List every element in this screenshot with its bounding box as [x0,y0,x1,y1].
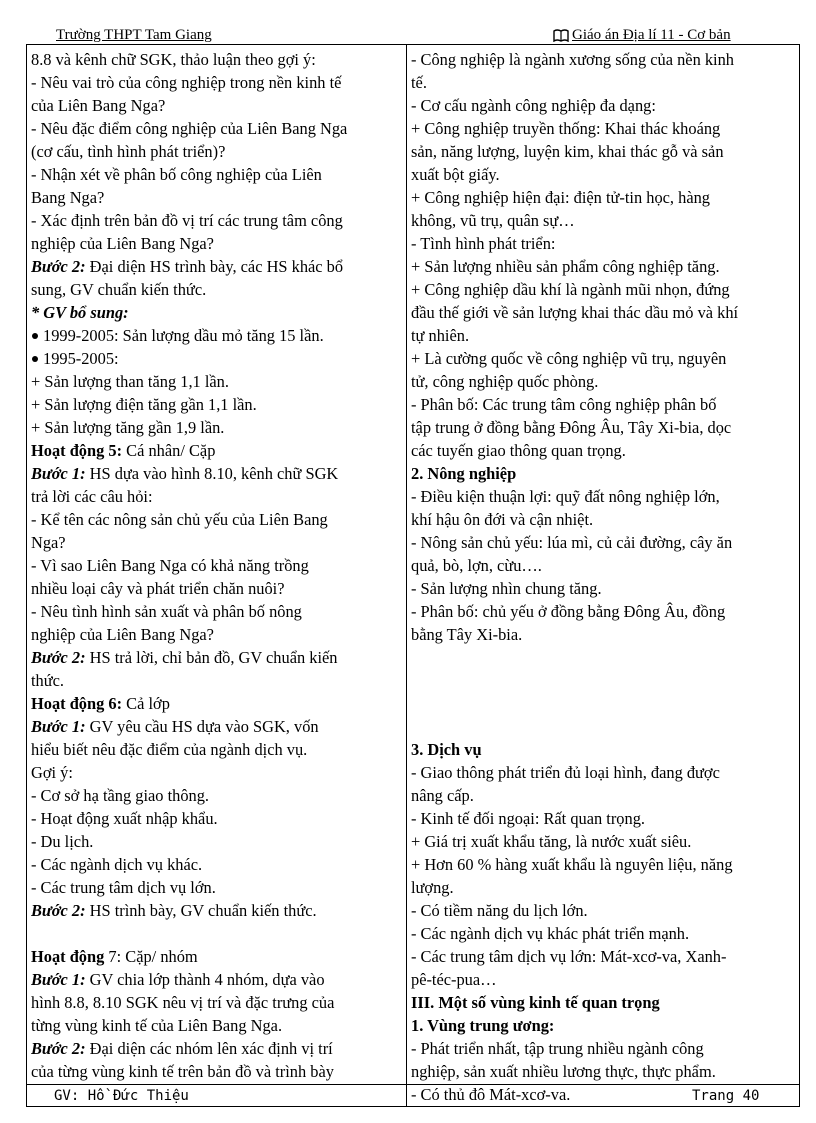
line-text: tập trung ở đồng bằng Đông Âu, Tây Xi-bia, dọc [411,418,732,437]
lesson-table [26,44,800,1107]
right_col-line [411,830,795,853]
line-text: HS trình bày, GV chuẩn kiến thức. [85,901,317,920]
blank-space [411,646,795,692]
right_col-line [411,922,795,945]
right_col-line [411,278,795,301]
line-text: nghiệp của Liên Bang Nga? [31,625,214,644]
footer-page: Trang 40 [692,1088,760,1104]
line-text: - Công nghiệp là ngành xương sống của nền kinh [411,50,735,69]
right_col-line [411,117,795,140]
right_col-line [411,1037,795,1060]
line-text: - Sản lượng nhìn chung tăng. [411,579,602,598]
left_col-line [31,393,402,416]
line-text: của từng vùng kinh tế trên bản đồ và trình bày [31,1062,334,1081]
line-text: + Công nghiệp truyền thống: Khai thác khoáng [411,119,721,138]
left_col-line [31,416,402,439]
right_col-line [411,899,795,922]
left_col-line [31,48,402,71]
left_col-line [31,945,402,968]
right_col-line [411,554,795,577]
line-text: - Phân bố: chủ yếu ở đồng bằng Đông Âu, đồng [411,602,726,621]
left_col-line [31,1060,402,1083]
left_col-line [31,876,402,899]
right_col-line [411,416,795,439]
line-text: HS trả lời, chỉ bản đồ, GV chuẩn kiến [85,648,338,667]
bullet-icon [32,356,38,362]
line-text: - Xác định trên bản đồ vị trí các trung tâm công [31,211,343,230]
right_col-line [411,485,795,508]
line-text: + Công nghiệp hiện đại: điện tử-tin học, hàng [411,188,710,207]
right_col-line [411,163,795,186]
line-text: Bang Nga? [31,188,105,207]
left_col-line [31,94,402,117]
left_col-line [31,232,402,255]
activities-column [27,45,407,1107]
section-heading: III. Một số vùng kinh tế quan trọng [411,993,660,1012]
right_col-line [411,531,795,554]
left_col-line [31,646,402,669]
line-text: + Sản lượng than tăng 1,1 lần. [31,372,229,391]
line-text: Đại diện các nhóm lên xác định vị trí [85,1039,333,1058]
right_col-line [411,301,795,324]
section-heading: Hoạt động [31,947,105,966]
left_col-line [31,531,402,554]
step-label: Bước 1: [31,464,86,483]
bullet-icon [32,333,38,339]
line-text: Gợi ý: [31,763,73,782]
header-subject [553,27,731,44]
line-text: + Công nghiệp dầu khí là ngành mũi nhọn, đứng [411,280,730,299]
book-icon [553,29,569,42]
line-text: - Các trung tâm dịch vụ lớn. [31,878,216,897]
left_col-line [31,163,402,186]
right_col-line [411,140,795,163]
line-text: + Hơn 60 % hàng xuất khẩu là nguyên liệu, năng [411,855,733,874]
line-text: HS dựa vào hình 8.10, kênh chữ SGK [85,464,339,483]
line-text: - Hoạt động xuất nhập khẩu. [31,809,218,828]
left_col-line [31,761,402,784]
line-text: 1995-2005: [43,349,119,368]
line-text: - Nêu tình hình sản xuất và phân bố nông [31,602,302,621]
step-label: Bước 1: [31,717,86,736]
left_col-line [31,347,402,370]
right_col-line [411,462,795,485]
line-text: 1999-2005: Sản lượng dầu mỏ tăng 15 lần. [43,326,324,345]
left_col-line [31,738,402,761]
left_col-line [31,899,402,922]
right_col-line [411,623,795,646]
left_col-line [31,692,402,715]
right_col-line [411,94,795,117]
step-label: Bước 2: [31,648,86,667]
left_col-line [31,324,402,347]
section-heading: Hoạt động 6: [31,694,123,713]
left_col-line [31,991,402,1014]
line-text: - Nhận xét về phân bố công nghiệp của Liên [31,165,322,184]
line-text: - Cơ sở hạ tầng giao thông. [31,786,210,805]
line-text: nâng cấp. [411,786,474,805]
footer-teacher: GV: Hồ Đức Thiệu [54,1088,189,1104]
line-text: GV yêu cầu HS dựa vào SGK, vốn [85,717,319,736]
left_col-line [31,255,402,278]
right_col-line [411,577,795,600]
left_col-line [31,830,402,853]
right_col-line [411,71,795,94]
left_col-line [31,807,402,830]
right_col-line [411,761,795,784]
line-text: sung, GV chuẩn kiến thức. [31,280,207,299]
right_col-line [411,48,795,71]
header-subject-text: Giáo án Địa lí 11 - Cơ bản [572,27,731,43]
line-text: pê-téc-pua… [411,970,497,989]
left_col-line [31,669,402,692]
left_col-line [31,462,402,485]
right_col-line [411,876,795,899]
left_col-line [31,117,402,140]
blank-space [411,692,795,738]
right_col-line [411,324,795,347]
right_col-line [411,991,795,1014]
section-heading: Hoạt động 5: [31,441,123,460]
line-text: + Giá trị xuất khẩu tăng, là nước xuất siêu. [411,832,692,851]
right_col-line [411,186,795,209]
line-text: - Nông sản chủ yếu: lúa mì, củ cải đường, cây ăn [411,533,733,552]
line-text: nghiệp của Liên Bang Nga? [31,234,214,253]
line-text: 7: Cặp/ nhóm [104,947,198,966]
line-text: - Cơ cấu ngành công nghiệp đa dạng: [411,96,656,115]
section-heading: 2. Nông nghiệp [411,464,517,483]
line-text: - Các trung tâm dịch vụ lớn: Mát-xcơ-va, Xanh- [411,947,727,966]
left_col-line [31,600,402,623]
line-text: - Giao thông phát triển đủ loại hình, đang được [411,763,720,782]
line-text: - Các ngành dịch vụ khác. [31,855,203,874]
right_col-line [411,370,795,393]
footer-rule [26,1084,800,1085]
line-text: + Sản lượng nhiều sản phẩm công nghiệp tăng. [411,257,720,276]
line-text: tử, công nghiệp quốc phòng. [411,372,599,391]
blank-line [31,922,402,945]
line-text: thức. [31,671,65,690]
line-text: đầu thế giới về sản lượng khai thác dầu mỏ và khí [411,303,739,322]
step-label: Bước 2: [31,901,86,920]
line-text: nhiều loại cây và phát triển chăn nuôi? [31,579,285,598]
left_col-line [31,968,402,991]
line-text: tự nhiên. [411,326,470,345]
right_col-line [411,738,795,761]
left_col-line [31,140,402,163]
line-text: hình 8.8, 8.10 SGK nêu vị trí và đặc trưng của [31,993,335,1012]
right_col-line [411,393,795,416]
right_col-line [411,508,795,531]
line-text: (cơ cấu, tình hình phát triển)? [31,142,226,161]
section-heading: 3. Dịch vụ [411,740,482,759]
right_col-line [411,600,795,623]
line-text: không, vũ trụ, quân sự… [411,211,575,230]
line-text: xuất bột giấy. [411,165,500,184]
line-text: - Có thủ đô Mát-xcơ-va. [411,1085,571,1104]
left_col-line [31,853,402,876]
right_col-line [411,439,795,462]
right_col-line [411,968,795,991]
left_col-line [31,439,402,462]
line-text: khí hậu ôn đới và cận nhiệt. [411,510,594,529]
line-text: sản, năng lượng, luyện kim, khai thác gỗ và sản [411,142,724,161]
line-text: Đại diện HS trình bày, các HS khác bổ [85,257,344,276]
right_col-line [411,255,795,278]
line-text: tế. [411,73,427,92]
line-text: nghiệp, sản xuất nhiều lương thực, thực phẩm. [411,1062,716,1081]
right_col-line [411,347,795,370]
line-text: - Có tiềm năng du lịch lớn. [411,901,588,920]
left_col-line [31,209,402,232]
line-text: GV chia lớp thành 4 nhóm, dựa vào [85,970,325,989]
line-text: các tuyến giao thông quan trọng. [411,441,626,460]
line-text: - Tình hình phát triển: [411,234,556,253]
right_col-line [411,945,795,968]
left_col-line [31,186,402,209]
line-text: - Du lịch. [31,832,94,851]
line-text: quả, bò, lợn, cừu…. [411,556,542,575]
left_col-line [31,71,402,94]
step-label: * GV bổ sung: [31,303,129,322]
left_col-line [31,715,402,738]
left_col-line [31,577,402,600]
left_col-line [31,623,402,646]
line-text: - Kinh tế đối ngoại: Rất quan trọng. [411,809,645,828]
left_col-line [31,485,402,508]
line-text: + Sản lượng tăng gần 1,9 lần. [31,418,225,437]
right_col-line [411,784,795,807]
left_col-line [31,278,402,301]
header-school: Trường THPT Tam Giang [56,27,212,43]
section-heading: 1. Vùng trung ương: [411,1016,555,1035]
line-text: - Nêu vai trò của công nghiệp trong nền kinh tế [31,73,342,92]
line-text: hiểu biết nêu đặc điểm của ngành dịch vụ. [31,740,308,759]
left_col-line [31,370,402,393]
right_col-line [411,232,795,255]
line-text: Cả lớp [122,694,170,713]
line-text: bằng Tây Xi-bia. [411,625,523,644]
right_col-line [411,807,795,830]
line-text: - Điều kiện thuận lợi: quỹ đất nông nghiệp lớn, [411,487,720,506]
step-label: Bước 1: [31,970,86,989]
left_col-line [31,784,402,807]
left_col-line [31,1037,402,1060]
line-text: của Liên Bang Nga? [31,96,166,115]
line-text: từng vùng kinh tế của Liên Bang Nga. [31,1016,283,1035]
line-text: - Vì sao Liên Bang Nga có khả năng trồng [31,556,309,575]
line-text: Cá nhân/ Cặp [122,441,216,460]
line-text: - Phân bố: Các trung tâm công nghiệp phân bố [411,395,717,414]
line-text: + Sản lượng điện tăng gần 1,1 lần. [31,395,257,414]
line-text: - Phát triển nhất, tập trung nhiều ngành công [411,1039,704,1058]
line-text: - Kể tên các nông sản chủ yếu của Liên Bang [31,510,328,529]
line-text: Nga? [31,533,66,552]
left_col-line [31,301,402,324]
step-label: Bước 2: [31,1039,86,1058]
line-text: lượng. [411,878,454,897]
step-label: Bước 2: [31,257,86,276]
content-column [407,45,800,1107]
line-text: - Nêu đặc điểm công nghiệp của Liên Bang Nga [31,119,348,138]
line-text: 8.8 và kênh chữ SGK, thảo luận theo gợi ý: [31,50,316,69]
line-text: + Là cường quốc về công nghiệp vũ trụ, nguyên [411,349,727,368]
right_col-line [411,853,795,876]
right_col-line [411,1060,795,1083]
left_col-line [31,508,402,531]
line-text: - Các ngành dịch vụ khác phát triển mạnh. [411,924,690,943]
left_col-line [31,554,402,577]
left_col-line [31,1014,402,1037]
right_col-line [411,1014,795,1037]
line-text: trả lời các câu hỏi: [31,487,153,506]
right_col-line [411,209,795,232]
